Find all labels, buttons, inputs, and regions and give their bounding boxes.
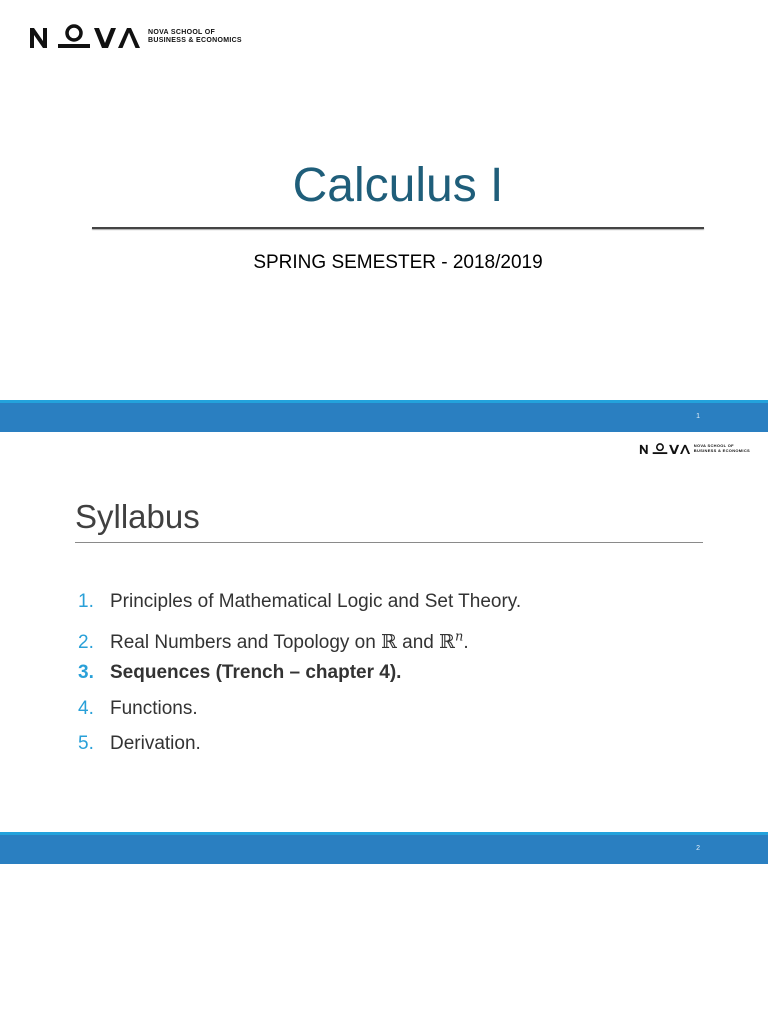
math-reals-n — [439, 631, 463, 653]
math-exponent: n — [454, 629, 464, 645]
nova-logo-small — [639, 442, 750, 456]
list-number: 4. — [78, 697, 94, 719]
list-item — [78, 655, 521, 691]
page-number: 2 — [696, 845, 700, 852]
list-text: Sequences (Trench – chapter 4). — [110, 662, 402, 683]
math-reals: ℝ — [381, 630, 397, 653]
logo-line-1: NOVA SCHOOL OF — [148, 28, 216, 36]
slide-2 — [0, 432, 768, 864]
nova-logo-icon — [639, 442, 691, 456]
text-part: and — [396, 631, 440, 653]
list-number: 3. — [78, 662, 94, 683]
list-number: 5. — [78, 733, 94, 754]
list-item — [78, 691, 521, 727]
heading-divider — [75, 542, 703, 543]
slide-title: Calculus I — [292, 159, 504, 212]
logo-wordmark — [694, 444, 750, 453]
nova-logo — [28, 22, 242, 52]
nova-logo-icon — [28, 22, 142, 52]
list-item — [78, 620, 521, 656]
slide-heading: Syllabus — [75, 498, 200, 535]
page-number: 1 — [696, 413, 700, 420]
logo-wordmark — [148, 29, 242, 45]
logo-line-1: NOVA SCHOOL OF — [693, 443, 734, 449]
list-text — [110, 629, 469, 653]
list-item — [78, 726, 521, 762]
slide-subtitle: SPRING SEMESTER - 2018/2019 — [253, 252, 543, 273]
list-number: 2. — [78, 631, 94, 653]
logo-line-2: BUSINESS & ECONOMICS — [693, 448, 750, 453]
footer-bar — [0, 832, 768, 864]
math-symbol: ℝ — [439, 630, 455, 653]
list-number: 1. — [78, 591, 94, 612]
text-part: . — [463, 631, 469, 653]
list-item — [78, 584, 521, 620]
list-text: Derivation. — [110, 733, 201, 754]
logo-line-2: BUSINESS & ECONOMICS — [148, 37, 242, 44]
title-divider — [92, 227, 704, 229]
text-part: Real Numbers and Topology on — [110, 631, 382, 653]
slide-1 — [0, 0, 768, 432]
list-text: Functions. — [110, 697, 198, 719]
list-text: Principles of Mathematical Logic and Set Theory. — [110, 591, 522, 612]
footer-bar — [0, 400, 768, 432]
syllabus-list — [78, 584, 521, 762]
